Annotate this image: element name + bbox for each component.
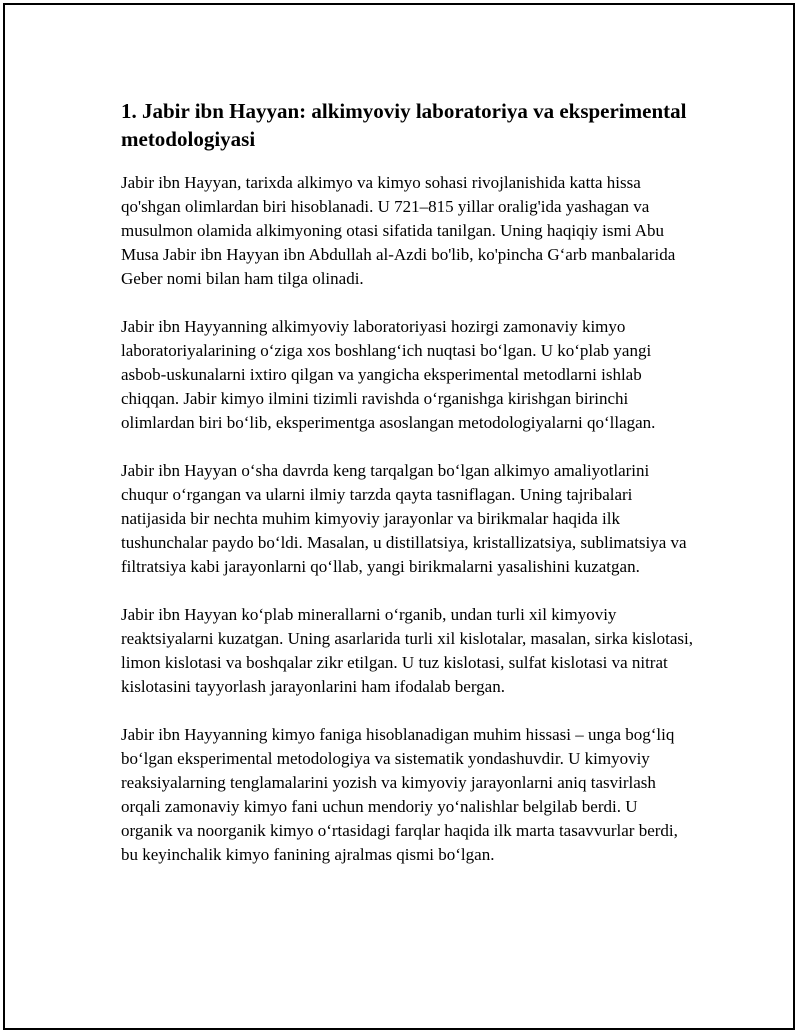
paragraph-4: Jabir ibn Hayyan ko‘plab minerallarni o‘rganib, undan turli xil kimyoviy reaktsiyalarni kuzatgan. Uning asarlarida turli xil kislotalar, masalan, sirka kislotasi, limon kislotasi va boshqalar zikr etilgan. U tuz kislotasi, sulfat kislotasi va nitrat kislotasini tayyorlash jarayonlarini ham ifodalab bergan. <box>121 605 693 696</box>
paragraph-2: Jabir ibn Hayyanning alkimyoviy laboratoriyasi hozirgi zamonaviy kimyo laboratoriyalarining o‘ziga xos boshlang‘ich nuqtasi bo‘lgan. U ko‘plab yangi asbob-uskunalarni ixtiro qilgan va yangicha eksperimental metodlarni ishlab chiqqan. Jabir kimyo ilmini tizimli ravishda o‘rganishga kirishgan birinchi olimlardan biri bo‘lib, eksperimentga asoslangan metodologiyalarni qo‘llagan. <box>121 317 656 432</box>
paragraph-5: Jabir ibn Hayyanning kimyo faniga hisoblanadigan muhim hissasi – unga bog‘liq bo‘lgan eksperimental metodologiya va sistematik yondashuvdir. U kimyoviy reaksiyalarning tenglamalarini yozish va kimyoviy jarayonlarni aniq tasvirlash orqali zamonaviy kimyo fani uchun mendoriy yo‘nalishlar belgilab berdi. U organik va noorganik kimyo o‘rtasidagi farqlar haqida ilk marta tasavvurlar berdi, bu keyinchalik kimyo fanining ajralmas qismi bo‘lgan. <box>121 725 678 864</box>
paragraph-1: Jabir ibn Hayyan, tarixda alkimyo va kimyo sohasi rivojlanishida katta hissa qo'shgan olimlardan biri hisoblanadi. U 721–815 yillar oralig'ida yashagan va musulmon olamida alkimyoning otasi sifatida tanilgan. Uning haqiqiy ismi Abu Musa Jabir ibn Hayyan ibn Abdullah al-Azdi bo'lib, ko'pincha G‘arb manbalarida Geber nomi bilan ham tilga olinadi. <box>121 173 676 288</box>
paragraph-3: Jabir ibn Hayyan o‘sha davrda keng tarqalgan bo‘lgan alkimyo amaliyotlarini chuqur o‘rgangan va ularni ilmiy tarzda qayta tasniflagan. Uning tajribalari natijasida bir nechta muhim kimyoviy jarayonlar va birikmalar haqida ilk tushunchalar paydo bo‘ldi. Masalan, u distillatsiya, kristallizatsiya, sublimatsiya va filtratsiya kabi jarayonlarni qo‘llab, yangi birikmalarni yasalishini kuzatgan. <box>121 461 687 576</box>
page-frame <box>3 3 795 1030</box>
section-heading: 1. Jabir ibn Hayyan: alkimyoviy laboratoriya va eksperimental metodologiyasi <box>121 99 687 151</box>
document-body <box>121 97 693 891</box>
